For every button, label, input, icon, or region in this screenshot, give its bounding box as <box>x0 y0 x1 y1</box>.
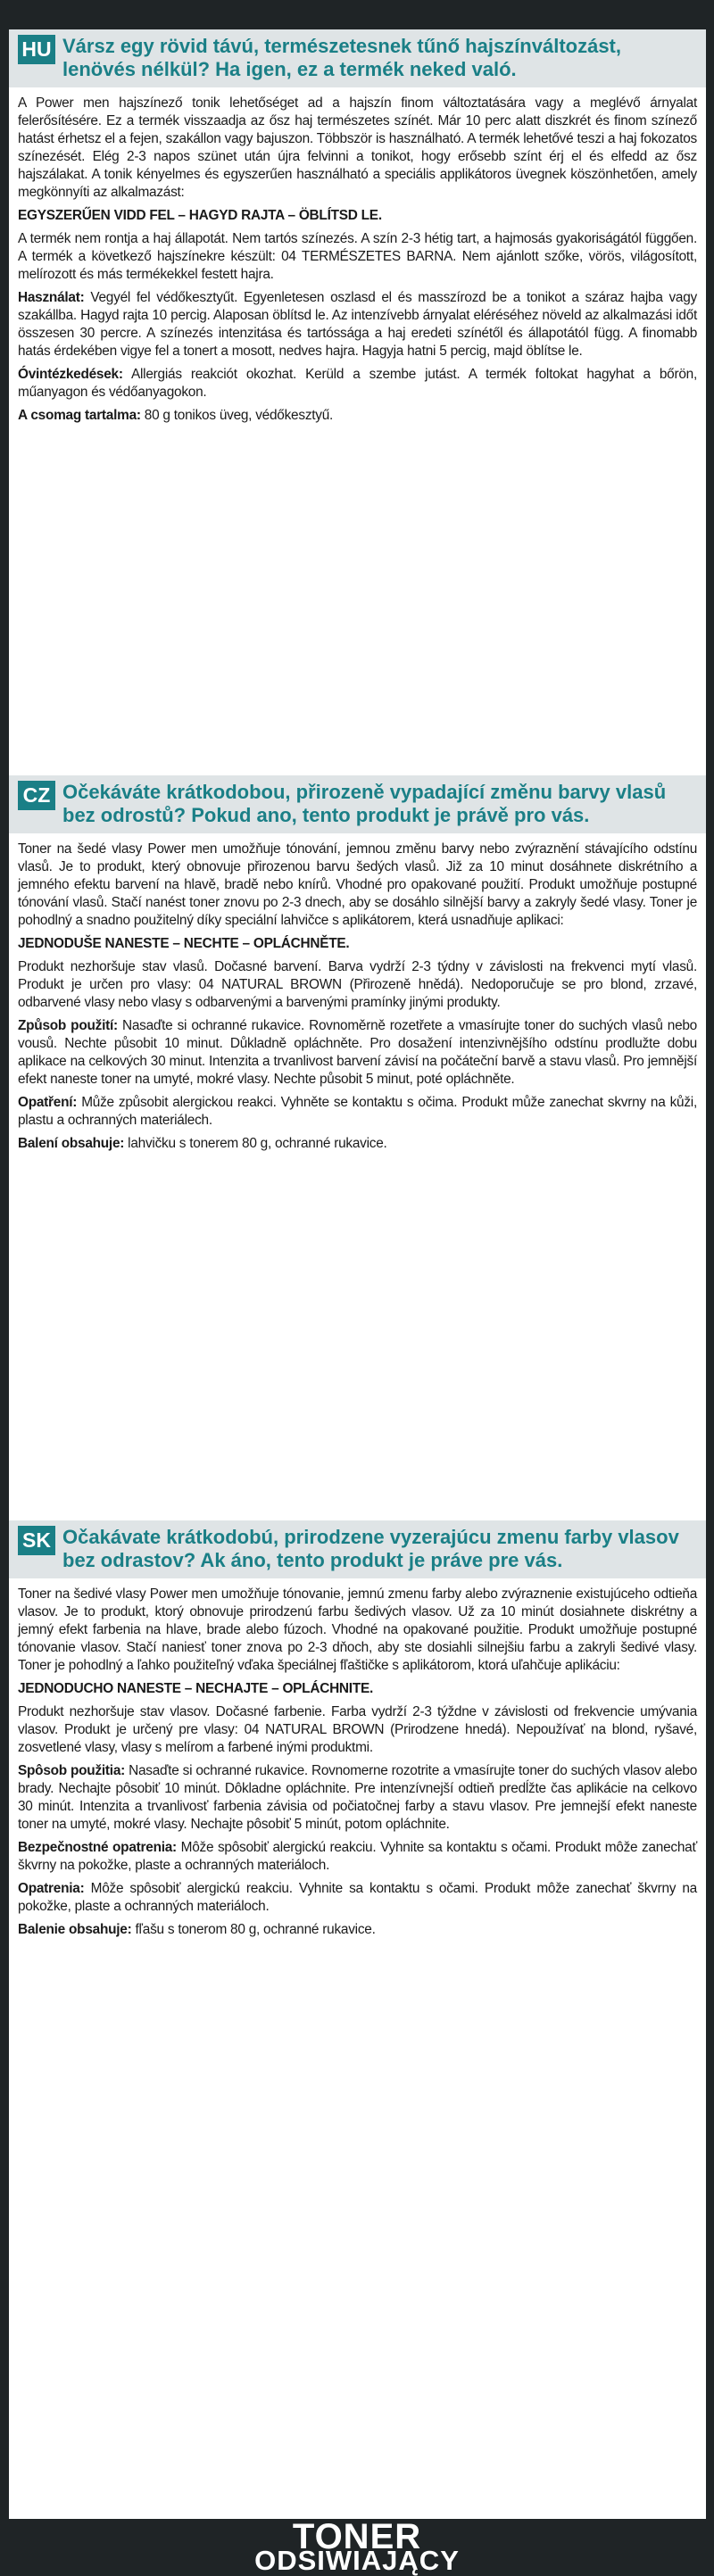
hungarian-contents <box>18 407 697 425</box>
czech-steps: JEDNODUŠE NANESTE – NECHTE – OPLÁCHNĚTE. <box>18 936 350 951</box>
slovak-warning <box>18 1880 697 1916</box>
slovak-intro: Toner na šedivé vlasy Power men umožňuje tónovanie, jemnú zmenu farby alebo zvýraznenie existujúceho odtieňa vlasov. Je to produkt, ktorý obnovuje prirodzenú farbu šedivých vlasov. Už za 10 minút dosiahnete diskrétny a jemný efekt farbenia na hlave, brade alebo fúzoch. Vhodné na opakované použitie. Produkt umožňuje postupné tónovanie vlasov. Stačí naniesť toner znova po 2-3 dňoch, aby ste dosiahli silnejšiu farbu a zakryli šedivé vlasy. Toner je pohodlný a ľahko použiteľný vďaka špeciálnej fľaštičke s aplikátorom, ktorá uľahčuje aplikáciu: <box>18 1586 697 1673</box>
slovak-header <box>9 1520 706 1578</box>
slovak-body <box>9 1578 706 1939</box>
contents-label: A csomag tartalma: <box>18 408 141 423</box>
hungarian-usage <box>18 289 697 360</box>
slovak-steps: JEDNODUCHO NANESTE – NECHAJTE – OPLÁCHNITE. <box>18 1681 374 1696</box>
language-badge-cz: CZ <box>18 781 55 810</box>
hungarian-steps: EGYSZERŰEN VIDD FEL – HAGYD RAJTA – ÖBLÍTSD LE. <box>18 208 382 223</box>
slovak-usage <box>18 1762 697 1834</box>
hungarian-headline: Vársz egy rövid távú, természetesnek tűnő hajszínváltozást, lenövés nélkül? Ha igen, ez a termék neked való. <box>62 35 621 80</box>
contents-label: Balenie obsahuje: <box>18 1922 132 1937</box>
safety-text: Môže spôsobiť alergickú reakciu. Vyhnite sa kontaktu s očami. Produkt môže zanechať škvrny na pokožke, plaste a ochranných materiáloch. <box>18 1840 698 1873</box>
czech-warning <box>18 1094 697 1130</box>
contents-text: fľašu s tonerom 80 g, ochranné rukavice. <box>131 1922 376 1937</box>
usage-text: Vegyél fel védőkesztyűt. Egyenletesen oszlasd el és masszírozd be a tonikot a száraz hajba vagy szakállba. Hagyd rajta 10 percig. Alaposan öblítsd le. Az intenzívebb árnyalat eléréséhez növeld az alkalmazási időt összesen 30 percre. A színezés intenzitása és tartóssága a haj eredeti színétől és állapotától függ. A finomabb hatás érdekében vigye fel a tonert a mosott, nedves hajra. Hagyja hatni 5 percig, majd öblítse le. <box>18 290 697 359</box>
warning-text: Môže spôsobiť alergickú reakciu. Vyhnite sa kontaktu s očami. Produkt môže zanechať škvrny na pokožke, plaste a ochranných materiáloch. <box>18 1881 697 1914</box>
contents-text: lahvičku s tonerem 80 g, ochranné rukavice. <box>124 1136 387 1151</box>
slovak-info: Produkt nezhoršuje stav vlasov. Dočasné farbenie. Farba vydrží 2-3 týždne v závislosti od frekvencie umývania vlasov. Produkt je určený pre vlasy: 04 NATURAL BROWN (Prirodzene hnedá). Nepoužívať na blond, ryšavé, zosvetlené vlasy, vlasy s melírom a farbené inými produktmi. <box>18 1704 697 1755</box>
warning-label: Opatření: <box>18 1095 78 1110</box>
safety-label: Bezpečnostné opatrenia: <box>18 1840 177 1855</box>
usage-label: Způsob použití: <box>18 1018 118 1033</box>
hungarian-section <box>9 29 706 775</box>
usage-text: Nasaďte si ochranné rukavice. Rovnomerne rozotrite a vmasírujte toner do suchých vlasov alebo brady. Nechajte pôsobiť 10 minút. Dôkladne opláchnite. Pre intenzívnejší odtieň predĺžte čas aplikácie na celkovo 30 minút. Intenzita a trvanlivosť farbenia závisia od počiatočnej farby a stavu vlasov. Pre jemnejší efekt naneste toner na umyté, mokré vlasy. Nechajte pôsobiť 5 minút, potom opláchnite. <box>18 1763 697 1832</box>
contents-label: Balení obsahuje: <box>18 1136 125 1151</box>
czech-info: Produkt nezhoršuje stav vlasů. Dočasné barvení. Barva vydrží 2-3 týdny v závislosti na frekvenci mytí vlasů. Produkt je určen pro vlasy: 04 NATURAL BROWN (Přirozeně hnědá). Nedoporučuje se pro blond, zrzavé, odbarvené vlasy nebo vlasy s odbarvenými a barvenými pramínky jinými produkty. <box>18 959 697 1010</box>
contents-text: 80 g tonikos üveg, védőkesztyű. <box>140 408 334 423</box>
warning-text: Může způsobit alergickou reakci. Vyhněte se kontaktu s očima. Produkt může zanechat skvrny na kůži, plastu a ochranných materiálech. <box>18 1095 697 1128</box>
usage-label: Spôsob použitia: <box>18 1763 126 1778</box>
caution-text: Allergiás reakciót okozhat. Kerüld a szembe jutást. A termék foltokat hagyhat a bőrön, műanyagon és védőanyagokon. <box>18 367 697 400</box>
panel-bottom-strip <box>9 2481 706 2519</box>
warning-label: Opatrenia: <box>18 1881 85 1896</box>
language-badge-hu: HU <box>18 35 55 64</box>
czech-body <box>9 833 706 1153</box>
slovak-safety <box>18 1839 697 1875</box>
product-name-line1: TONER <box>292 2517 422 2556</box>
czech-usage <box>18 1017 697 1089</box>
hungarian-header <box>9 29 706 87</box>
hungarian-intro: A Power men hajszínező tonik lehetőséget ad a hajszín finom változtatására vagy a meglévő árnyalat felerősítésére. Ez a termék visszaadja az ősz haj természetes színét. Már 10 perc alatt diszkrét és finom színező hatást érhetsz el a fejen, szakállon vagy bajuszon. Többször is használható. A termék lehetővé teszi a haj fokozatos színezését. Elég 2-3 napos szünet után újra felvinni a tonikot, hogy erősebb színt érj el és elfedd az ősz hajszálakat. A tonik kényelmes és egyszerűen használható a speciális applikátoros üvegnek köszönhetően, amely megkönnyíti az alkalmazást: <box>18 95 697 200</box>
czech-header <box>9 775 706 833</box>
slovak-contents <box>18 1921 697 1939</box>
caution-label: Óvintézkedések: <box>18 367 123 382</box>
hungarian-info: A termék nem rontja a haj állapotát. Nem tartós színezés. A szín 2-3 hétig tart, a hajmosás gyakoriságától függően. A termék a következő hajszínekre készült: 04 TERMÉSZETES BARNA. Nem ajánlott szőke, vörös, világosított, melírozott és más termékekkel festett hajra. <box>18 231 697 282</box>
usage-text: Nasaďte si ochranné rukavice. Rovnoměrně rozetřete a vmasírujte toner do suchých vlasů nebo vousů. Nechte působit 10 minut. Důkladně opláchněte. Pro dosažení intenzivnějšího odstínu prodlužte dobu aplikace na celkových 30 minut. Intenzita a trvanlivost barvení závisí na počáteční barvě a stavu vlasů. Pro jemnější efekt naneste toner na umyté, mokré vlasy. Nechte působit 5 minut, poté opláchněte. <box>18 1018 697 1087</box>
hungarian-caution <box>18 366 697 402</box>
usage-label: Használat: <box>18 290 85 305</box>
product-name-line2: ODSIWIAJĄCY <box>254 2545 460 2576</box>
czech-headline: Očekáváte krátkodobou, přirozeně vypadající změnu barvy vlasů bez odrostů? Pokud ano, tento produkt je právě pro vás. <box>62 781 667 826</box>
slovak-headline: Očakávate krátkodobú, prirodzene vyzerajúcu zmenu farby vlasov bez odrastov? Ak áno, tento produkt je práve pre vás. <box>62 1526 679 1571</box>
slovak-section <box>9 1520 706 2481</box>
language-badge-sk: SK <box>18 1526 55 1555</box>
czech-contents <box>18 1135 697 1153</box>
czech-section <box>9 775 706 1520</box>
czech-intro: Toner na šedé vlasy Power men umožňuje tónování, jemnou změnu barvy nebo zvýraznění stávajícího odstínu vlasů. Je to produkt, který obnovuje přirozenou barvu šedých vlasů. Již za 10 minut dosáhnete diskrétního a jemného efektu barvení na hlavě, bradě nebo knírů. Vhodné pro opakované použití. Produkt umožňuje postupné tónování vlasů. Stačí nanést toner znovu po 2-3 dnech, aby se dosáhlo silnější barvy a zakryly šedé vlasy. Toner je pohodlný a snadno použitelný díky speciální lahvičce s aplikátorem, která usnadňuje aplikaci: <box>18 841 697 928</box>
hungarian-body <box>9 87 706 425</box>
